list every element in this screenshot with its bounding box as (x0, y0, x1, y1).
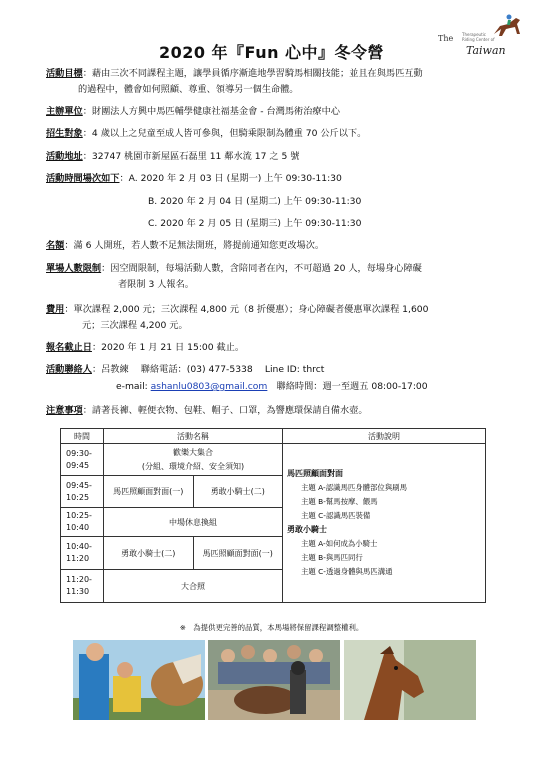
notice-label: 注意事項 (46, 405, 83, 416)
time-end: 09:45 (66, 460, 90, 470)
schedule-item-b: B. 2020 年 2 月 04 日 (星期二) 上午 09:30-11:30 (148, 196, 362, 207)
header-time: 時間 (61, 429, 104, 444)
organizer-label: 主辦單位 (46, 106, 83, 117)
location-line (46, 151, 299, 163)
time-cell (61, 570, 104, 603)
activity-title: 歡樂大集合 (173, 447, 213, 457)
contact-text-1: ：呂教練 聯絡電話：(03) 477-5338 Line ID: thrct (91, 364, 325, 375)
contact-line-1 (46, 364, 324, 376)
desc-item: 主題 C-透過身體與馬匹溝通 (301, 567, 393, 576)
desc-item: 主題 B-與馬匹同行 (301, 553, 363, 562)
notice-text: ：請著長褲、輕便衣物、包鞋、帽子、口罩，為響應環保請自備水壺。 (82, 405, 368, 416)
photo-horse-head (344, 640, 476, 720)
activity-cell: 中場休息換組 (104, 508, 283, 537)
target-text: ：4 歲以上之兒童至成人皆可參與，但騎乘限制為體重 70 公斤以下。 (82, 128, 367, 139)
time-start: 10:25- (66, 511, 92, 520)
location-text: ：32747 桃園市新屋區石磊里 11 鄰水流 17 之 5 號 (82, 151, 300, 162)
time-end: 10:40 (66, 523, 90, 532)
photo-child-riding-image (73, 640, 205, 720)
target-line (46, 128, 366, 140)
fee-text-1: ：單次課程 2,000 元；三次課程 4,800 元（8 折優惠）；身心障礙者優惠單次課程 1,600 (64, 304, 429, 315)
desc-item: 主題 A-如何成為小騎士 (301, 539, 378, 548)
header-activity: 活動名稱 (104, 429, 283, 444)
deadline-text: ：2020 年 1 月 21 日 15:00 截止。 (91, 342, 245, 353)
quota-label: 名額 (46, 240, 65, 251)
photo-horse-head-image (344, 640, 476, 720)
desc-item: 主題 A-認識馬匹身體部位與刷馬 (301, 483, 407, 492)
schedule-label: 活動時間場次如下 (46, 173, 120, 184)
email-prefix: e-mail: (116, 381, 151, 392)
limit-text-2: 者限制 3 人報名。 (118, 279, 194, 290)
schedule-item-a: ：A. 2020 年 2 月 03 日 (星期一) 上午 09:30-11:30 (119, 173, 342, 184)
schedule-line-a (46, 173, 342, 185)
time-cell (61, 444, 104, 476)
time-end: 11:30 (66, 587, 90, 596)
desc-item: 主題 C-認識馬匹裝備 (301, 511, 371, 520)
goal-text-1: ：藉由三次不同課程主題，讓學員循序漸進地學習騎馬相關技能；並且在與馬匹互動 (82, 68, 423, 79)
deadline-line (46, 342, 244, 354)
fee-line-1 (46, 304, 429, 316)
activity-group-b: 勇敢小騎士(二) (193, 476, 283, 508)
fee-text-2: 元；三次課程 4,200 元。 (82, 320, 188, 331)
time-start: 10:40- (66, 542, 92, 551)
time-cell (61, 476, 104, 508)
activity-cell: 大合照 (104, 570, 283, 603)
header-description: 活動說明 (283, 429, 486, 444)
schedule-item-c: C. 2020 年 2 月 05 日 (星期三) 上午 09:30-11:30 (148, 218, 362, 229)
desc-heading-1: 馬匹照顧面對面 (287, 469, 343, 478)
deadline-label: 報名截止日 (46, 342, 92, 353)
limit-text-1: ：因空間限制，每場活動人數，含陪同者在內，不可超過 20 人，每場身心障礙 (101, 263, 422, 274)
time-end: 10:25 (66, 492, 90, 502)
activity-group-b: 馬匹照顧面對面(一) (193, 537, 283, 570)
organizer-text: ：財團法人方興中馬匹輔學健康社福基金會 - 台灣馬術治療中心 (82, 106, 340, 117)
location-label: 活動地址 (46, 151, 83, 162)
photo-child-riding (73, 640, 205, 720)
goal-line-1 (46, 68, 423, 80)
photo-group-horse (208, 640, 340, 720)
fee-label: 費用 (46, 304, 65, 315)
activity-group-a: 馬匹照顧面對面(一) (104, 476, 194, 508)
quota-text: ：滿 6 人開班，若人數不足無法開班，將提前通知您更改場次。 (64, 240, 325, 251)
activity-group-a: 勇敢小騎士(二) (104, 537, 194, 570)
quota-line (46, 240, 324, 252)
activity-cell (104, 444, 283, 476)
logo-subtitle: Therapeutic Riding Center of (462, 32, 495, 42)
footnote: ※ 為提供更完善的品質，本馬場將保留課程調整權利。 (179, 623, 364, 632)
time-cell (61, 508, 104, 537)
contact-label: 活動聯絡人 (46, 364, 92, 375)
schedule-table (60, 428, 486, 603)
logo-brand: The (438, 34, 454, 43)
time-cell (61, 537, 104, 570)
table-header-row (61, 429, 486, 444)
description-cell (283, 444, 486, 603)
contact-line-2 (116, 381, 428, 393)
notice-line (46, 405, 368, 417)
goal-text-2: 的過程中，體會如何照顧、尊重、領導另一個生命體。 (78, 84, 299, 95)
target-label: 招生對象 (46, 128, 83, 139)
table-row (61, 444, 486, 476)
time-start: 11:20- (66, 575, 92, 584)
goal-label: 活動目標 (46, 68, 83, 79)
page-title: 2020 年『Fun 心中』冬令營 (158, 43, 385, 62)
time-start: 09:30- (66, 448, 92, 458)
logo-country: Taiwan (466, 44, 506, 57)
time-end: 11:20 (66, 554, 90, 563)
limit-line-1 (46, 263, 422, 275)
limit-label: 單場人數限制 (46, 263, 102, 274)
photo-group-horse-image (208, 640, 340, 720)
time-start: 09:45- (66, 480, 92, 490)
email-link[interactable]: ashanlu0803@gmail.com (150, 381, 268, 392)
contact-hours: 聯絡時間：週一至週五 08:00-17:00 (267, 381, 428, 392)
activity-subtitle: (分組、環境介紹、安全須知) (141, 461, 245, 471)
desc-item: 主題 B-幫馬按摩、餵馬 (301, 497, 378, 506)
organizer-line (46, 106, 340, 118)
desc-heading-2: 勇敢小騎士 (287, 525, 327, 534)
